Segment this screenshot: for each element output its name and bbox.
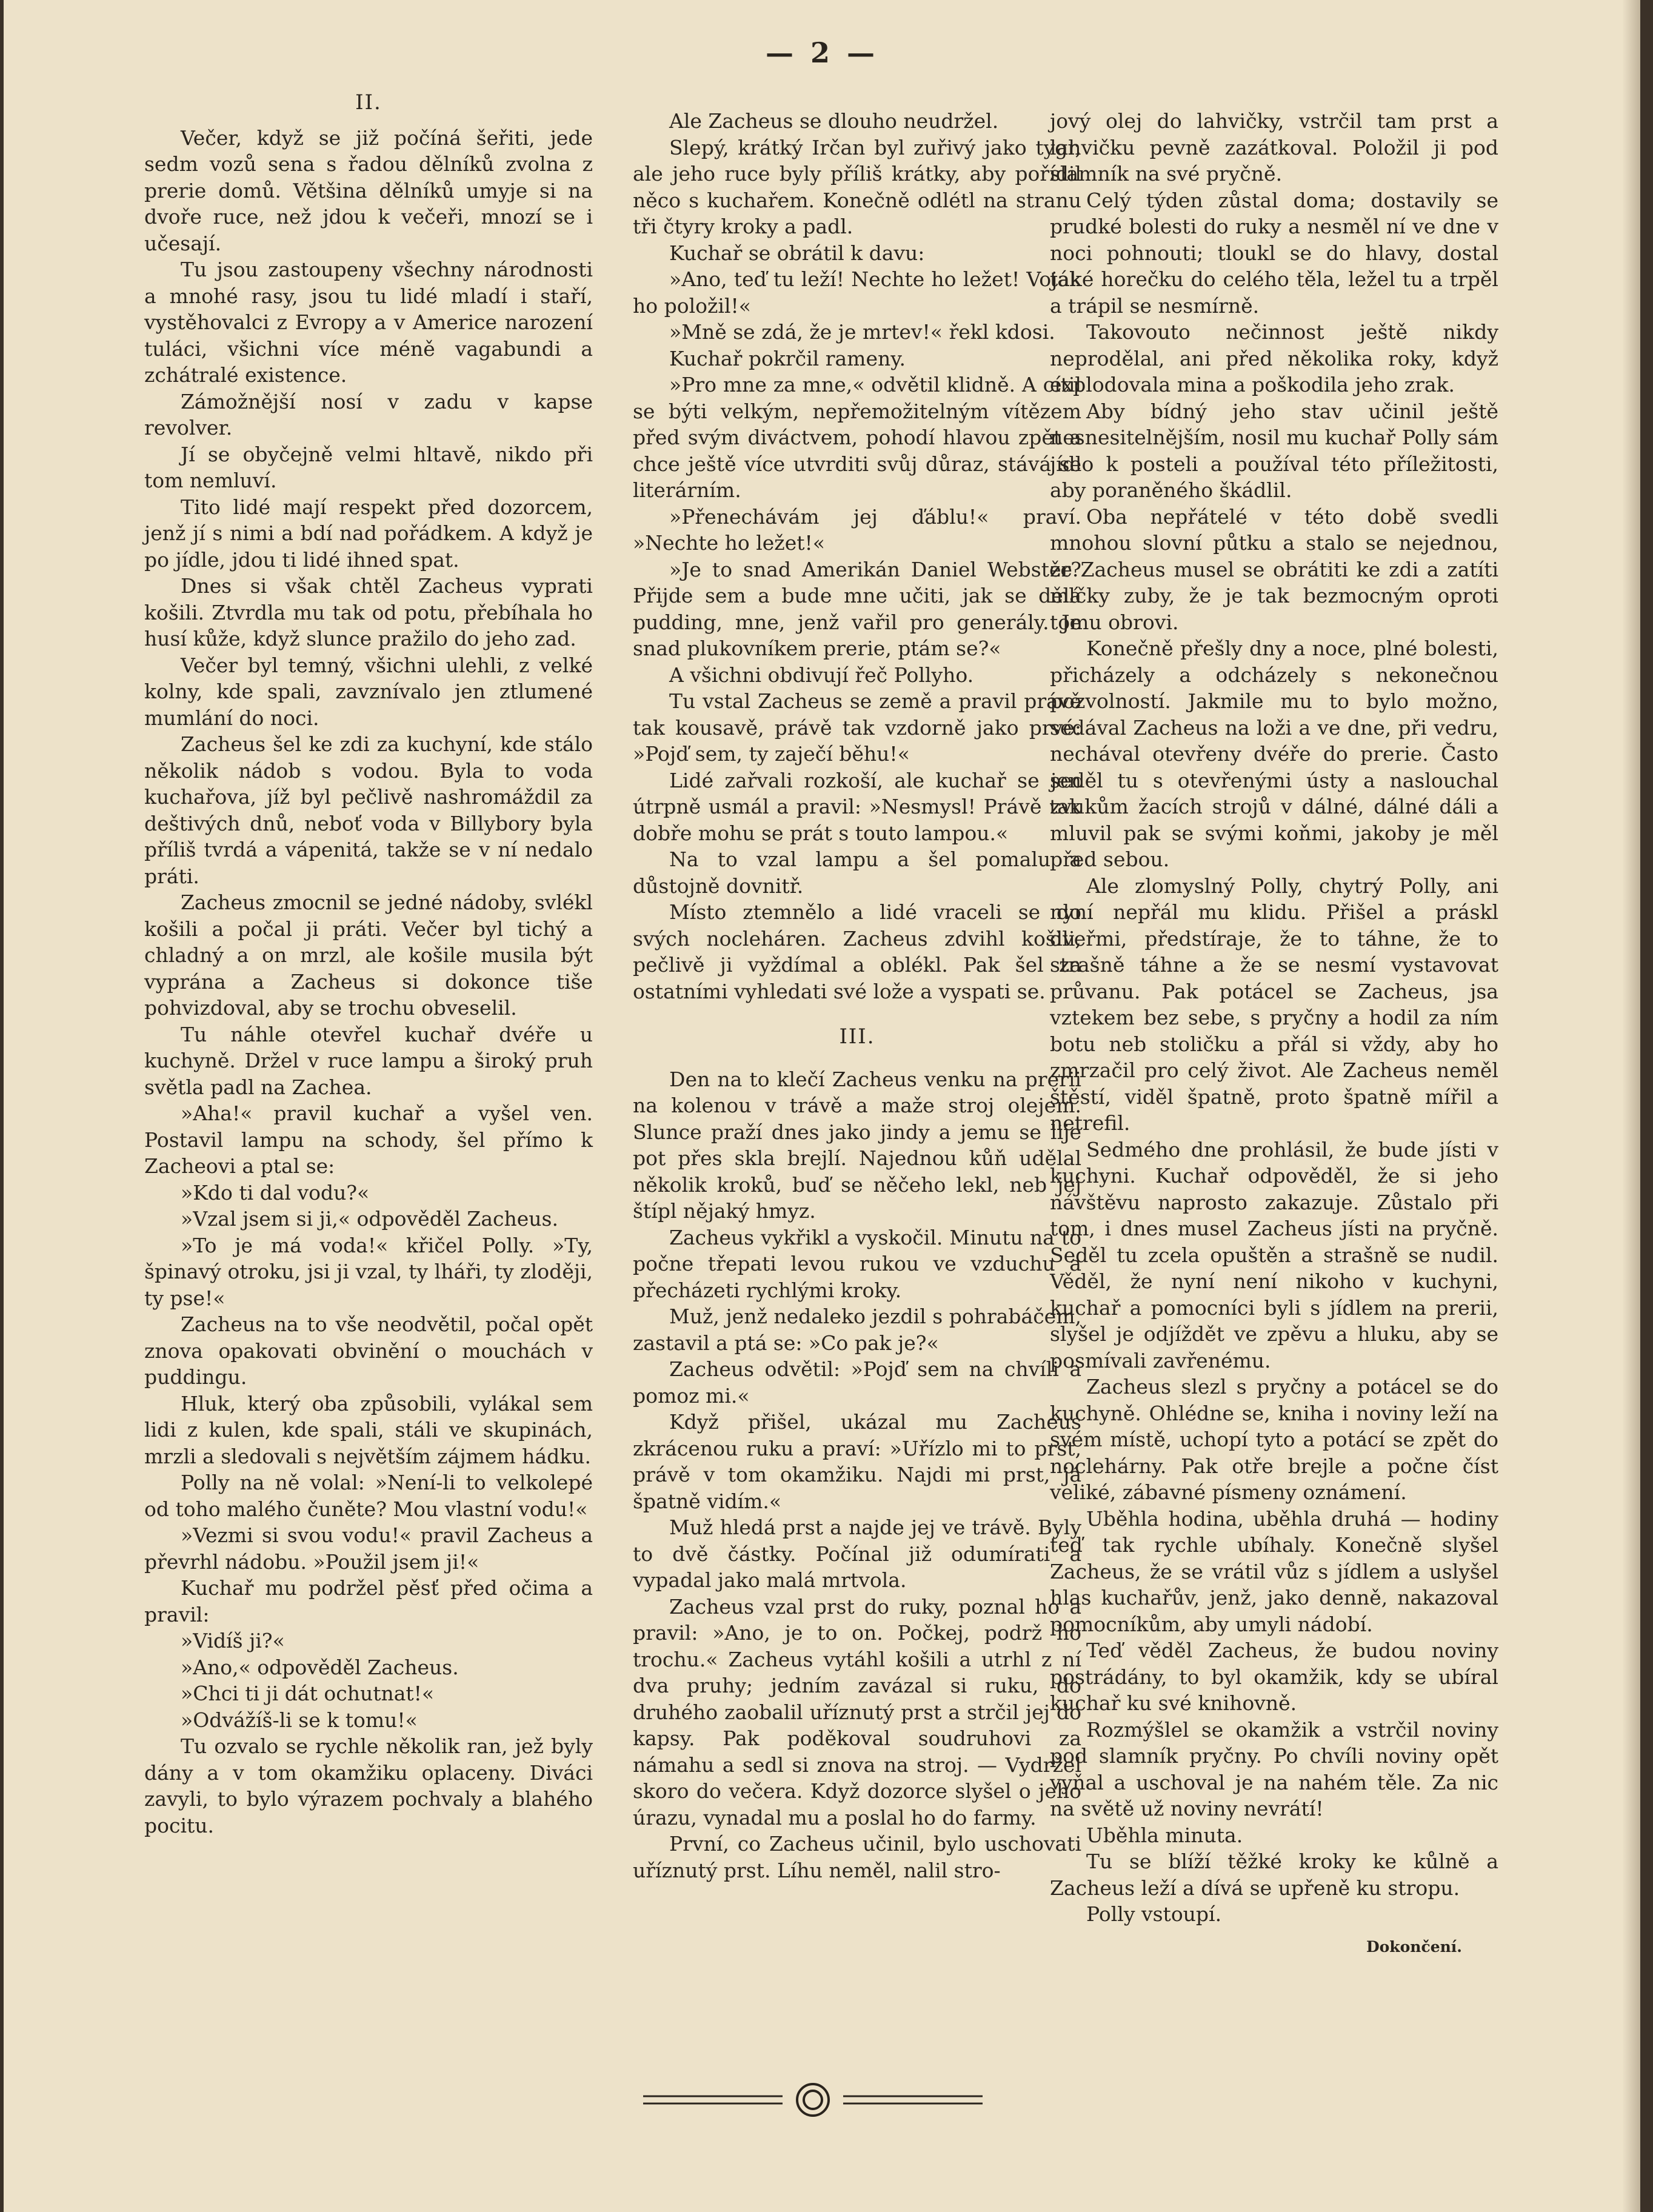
paragraph: »Aha!« pravil kuchař a vyšel ven. Postavil lampu na schody, šel přímo k Zacheovi a ptal se: [144, 1101, 593, 1178]
chapter-heading: III. [839, 1024, 875, 1049]
text-column-2 [633, 108, 1081, 1883]
paragraph: »Vzal jsem si ji,« odpověděl Zacheus. [181, 1207, 558, 1231]
paragraph: »Vezmi si svou vodu!« pravil Zacheus a převrhl nádobu. »Použil jsem ji!« [144, 1523, 593, 1574]
paragraph: jový olej do lahvičky, vstrčil tam prst a lahvičku pevně zazátkoval. Položil ji pod slamník na své pryčně. [1050, 109, 1498, 185]
paragraph: Kuchař mu podržel pěsť před očima a pravil: [144, 1576, 593, 1626]
paragraph: Lidé zařvali rozkoší, ale kuchař se jen útrpně usmál a pravil: »Nesmysl! Právě tak dobře mohu se prát s touto lampou.« [633, 768, 1081, 845]
paragraph: Ale Zacheus se dlouho neudržel. [669, 109, 999, 133]
paragraph: Dnes si však chtěl Zacheus vyprati košili. Ztvrdla mu tak od potu, přebíhala ho husí kůže, když slunce pražilo do jeho zad. [144, 574, 593, 650]
paragraph: Hluk, který oba způsobili, vylákal sem lidi z kulen, kde spali, stáli ve skupinách, mrzli a sledovali s největším zájmem hádku. [144, 1391, 593, 1468]
paragraph: »Kdo ti dal vodu?« [181, 1180, 370, 1205]
paragraph: Slepý, krátký Irčan byl zuřivý jako tygr, ale jeho ruce byly příliš krátky, aby pořídil něco s kuchařem. Konečně odlétl na stranu tři čtyry kroky a padl. [633, 135, 1081, 238]
paragraph: Muž, jenž nedaleko jezdil s pohrabáčem, zastavil a ptá se: »Co pak je?« [633, 1305, 1081, 1355]
paragraph: Zacheus odvětil: »Pojď sem na chvíli a pomoz mi.« [633, 1357, 1081, 1408]
paragraph: Zacheus vzal prst do ruky, poznal ho a pravil: »Ano, je to on. Počkej, podrž ho trochu.« Zacheus vytáhl košili a utrhl z ní dva pruhy; jedním zavázal si ruku, do druhého zaobalil uříznutý prst a strčil jej do kapsy. Pak poděkoval soudruhovi za námahu a sedl si znova na stroj. — Vydržel skoro do večera. Když dozorce slyšel o jeho úrazu, vynadal mu a poslal ho do farmy. [633, 1594, 1081, 1829]
page-number: — 2 — [765, 36, 879, 69]
paragraph: Tu se blíží těžké kroky ke kůlně a Zacheus leží a dívá se upřeně ku stropu. [1050, 1849, 1498, 1900]
chapter-heading: II. [355, 90, 382, 115]
paragraph: Muž hledá prst a najde jej ve trávě. Byly to dvě částky. Počínal již odumírati a vypadal jako malá mrtvola. [633, 1515, 1081, 1592]
ornament-ring-inner [804, 2091, 822, 2109]
paragraph: A všichni obdivují řeč Pollyho. [669, 663, 974, 687]
paragraph: Konečně přešly dny a noce, plné bolesti, přicházely a odcházely s nekonečnou pozvolností. Jakmile mu to bylo možno, sedával Zacheus na loži a ve dne, při vedru, nechával otevřeny dvéře do prerie. Často seděl tu s otevřenými ústy a naslouchal zvukům žacích strojů v dálné, dálné dáli a mluvil pak se svými koňmi, jakoby je měl před sebou. [1050, 637, 1498, 871]
paragraph: Tito lidé mají respekt před dozorcem, jenž jí s nimi a bdí nad pořádkem. A když je po jídle, jdou ti lidé ihned spat. [144, 495, 593, 572]
paragraph: »Ano, teď tu leží! Nechte ho ležet! Voják ho položil!« [633, 267, 1081, 318]
paragraph: Večer byl temný, všichni ulehli, z velké kolny, kde spali, zavznívalo jen ztlumené mumlání do noci. [144, 653, 593, 730]
paragraph: Zacheus šel ke zdi za kuchyní, kde stálo několik nádob s vodou. Byla to voda kuchařova, jíž byl pečlivě nashromáždil za deštivých dnů, neboť voda v Billybory byla příliš tvrdá a vápenitá, takže se v ní nedalo práti. [144, 732, 593, 888]
paragraph: Polly vstoupí. [1086, 1902, 1222, 1926]
paragraph: »Ano,« odpověděl Zacheus. [181, 1655, 459, 1679]
paragraph: Polly na ně volal: »Není-li to velkolepé od toho malého čuněte? Mou vlastní vodu!« [144, 1471, 593, 1521]
sign-off: Dokončení. [1366, 1937, 1462, 1956]
paragraph: »Pro mne za mne,« odvětil klidně. A cítil se býti velkým, nepřemožitelným vítězem před svým diváctvem, pohodí hlavou zpět a chce ještě více utvrditi svůj důraz, stává se literárním. [633, 373, 1081, 502]
paragraph: »Vidíš ji?« [181, 1629, 285, 1652]
paragraph: Tu náhle otevřel kuchař dvéře u kuchyně. Držel v ruce lampu a široký pruh světla padl na Zachea. [144, 1022, 593, 1099]
paragraph: Oba nepřátelé v této době svedli mnohou slovní půtku a stalo se nejednou, že Zacheus musel se obrátiti ke zdi a zatíti mlčky zuby, že je tak bezmocným oproti tomu obrovi. [1050, 504, 1498, 634]
paragraph: Zacheus vykřikl a vyskočil. Minutu na to počne třepati levou rukou ve vzduchu a přecházeti rychlými kroky. [633, 1225, 1081, 1302]
paragraph: Uběhla hodina, uběhla druhá — hodiny teď tak rychle ubíhaly. Konečně slyšel Zacheus, že se vrátil vůz s jídlem a uslyšel hlas kuchařův, jenž, jako denně, nakazoval pomocníkům, aby umyli nádobí. [1050, 1506, 1498, 1636]
paragraph: Rozmýšlel se okamžik a vstrčil noviny pod slamník pryčny. Po chvíli noviny opět vyňal a uschoval je na nahém těle. Za nic na světě už noviny nevrátí! [1050, 1717, 1498, 1820]
paragraph: Sedmého dne prohlásil, že bude jísti v kuchyni. Kuchař odpověděl, že si jeho návštěvu naprosto zakazuje. Zůstalo při tom, i dnes musel Zacheus jísti na pryčně. Seděl tu zcela opuštěn a strašně se nudil. Věděl, že nyní není nikoho v kuchyni, kuchař a pomocníci byli s jídlem na prerii, slyšel je odjíždět ve zpěvu a hluku, aby se posmívali zavřenému. [1050, 1137, 1498, 1372]
paragraph: »Je to snad Amerikán Daniel Webster? Přijde sem a bude mne učiti, jak se dělá pudding, mne, jenž vařil pro generály. Je snad plukovníkem prerie, ptám se?« [633, 557, 1081, 660]
ornament-ring-outer [797, 2084, 829, 2116]
paragraph: »Chci ti ji dát ochutnat!« [181, 1682, 435, 1705]
paragraph: Kuchař pokrčil rameny. [669, 346, 906, 370]
paragraph: Takovouto nečinnost ještě nikdy neprodělal, ani před několika roky, když explodovala mina a poškodila jeho zrak. [1050, 320, 1498, 396]
paragraph: Tu ozvalo se rychle několik ran, jež byly dány a v tom okamžiku oplaceny. Diváci zavyli, to bylo výrazem pochvaly a blahého pocitu. [144, 1734, 593, 1837]
paragraph: »Mně se zdá, že je mrtev!« řekl kdosi. [669, 320, 1055, 344]
paragraph: Kuchař se obrátil k davu: [669, 241, 925, 265]
paragraph: Tu vstal Zacheus se země a pravil právě tak kousavě, právě tak vzdorně jako prvé: »Pojď sem, ty zaječí běhu!« [633, 689, 1081, 766]
text-column-1 [144, 90, 593, 1839]
paragraph: Zacheus na to vše neodvětil, počal opět znova opakovati obvinění o mouchách v puddingu. [144, 1312, 593, 1389]
paragraph: »To je má voda!« křičel Polly. »Ty, špinavý otroku, jsi ji vzal, ty lháři, ty zloději, ty pse!« [144, 1233, 593, 1310]
paragraph: Jí se obyčejně velmi hltavě, nikdo při tom nemluví. [144, 442, 593, 492]
paragraph: Místo ztemnělo a lidé vraceli se do svých nocleháren. Zacheus zdvihl košili, pečlivě ji vyždímal a oblékl. Pak šel za ostatními vyhledati své lože a vyspati se. [633, 900, 1081, 1003]
paragraph: První, co Zacheus učinil, bylo uschovati uříznutý prst. Líhu neměl, nalil stro- [633, 1832, 1081, 1882]
paragraph: Zacheus slezl s pryčny a potácel se do kuchyně. Ohlédne se, kniha i noviny leží na svém místě, uchopí tyto a potácí se zpět do noclehárny. Pak otře brejle a počne číst veliké, zábavné písmeny oznámení. [1050, 1375, 1498, 1504]
paragraph: Den na to klečí Zacheus venku na prerii na kolenou v trávě a maže stroj olejem. Slunce praží dnes jako jindy a jemu se lije pot přes skla brejlí. Najednou kůň udělal několik kroků, buď se něčeho lekl, neb jej štípl nějaký hmyz. [633, 1067, 1081, 1223]
paragraph: Ale zlomyslný Polly, chytrý Polly, ani nyní nepřál mu klidu. Přišel a práskl dveřmi, předstíraje, že to táhne, že to strašně táhne a že se nesmí vystavovat průvanu. Pak potácel se Zacheus, jsa vztekem bez sebe, s pryčny a hodil za ním botu neb stoličku a přál si vždy, aby ho zmrzačil pro celý život. Ale Zacheus neměl štěstí, viděl špatně, proto špatně mířil a netrefil. [1050, 874, 1498, 1135]
magazine-page [4, 0, 1640, 2212]
paragraph: Večer, když se již počíná šeřiti, jede sedm vozů sena s řadou dělníků zvolna z prerie domů. Většina dělníků umyje si na dvoře ruce, než jdou k večeři, mnozí se i učesají. [144, 125, 593, 255]
paragraph: Na to vzal lampu a šel pomalu a důstojně dovnitř. [633, 847, 1081, 898]
paragraph: Tu jsou zastoupeny všechny národnosti a mnohé rasy, jsou tu lidé mladí i staří, vystěhovalci z Evropy a v Americe narození tuláci, všichni více méně vagabundi a zchátralé existence. [144, 258, 593, 387]
page-edge-shadow [1622, 0, 1640, 2212]
paragraph: Celý týden zůstal doma; dostavily se prudké bolesti do ruky a nesměl ní ve dne v noci pohnouti; tloukl se do hlavy, dostal také horečku do celého těla, ležel tu a trpěl a trápil se nesmírně. [1050, 188, 1498, 318]
paragraph: Když přišel, ukázal mu Zacheus zkrácenou ruku a praví: »Uřízlo mi to prst, právě v tom okamžiku. Najdi mi prst, já špatně vidím.« [633, 1410, 1081, 1513]
paragraph: Aby bídný jeho stav učinil ještě nesnesitelnějším, nosil mu kuchař Polly sám jídlo k posteli a používal této příležitosti, aby poraněného škádlil. [1050, 399, 1498, 502]
paragraph: Zacheus zmocnil se jedné nádoby, svlékl košili a počal ji práti. Večer byl tichý a chladný a on mrzl, ale košile musila být vyprána a Zacheus si dokonce tiše pohvizdoval, aby se trochu obveselil. [144, 890, 593, 1020]
paragraph: Teď věděl Zacheus, že budou noviny postrádány, to byl okamžik, kdy se ubíral kuchař ku své knihovně. [1050, 1639, 1498, 1715]
paragraph: Zámožnější nosí v zadu v kapse revolver. [144, 389, 593, 439]
paragraph: »Přenechávám jej ďáblu!« praví. »Nechte ho ležet!« [633, 504, 1081, 555]
paragraph: Uběhla minuta. [1086, 1823, 1243, 1847]
end-ornament-divider [643, 2079, 983, 2122]
text-column-3 [1050, 108, 1498, 1960]
paragraph: »Odvážíš-li se k tomu!« [181, 1708, 418, 1732]
